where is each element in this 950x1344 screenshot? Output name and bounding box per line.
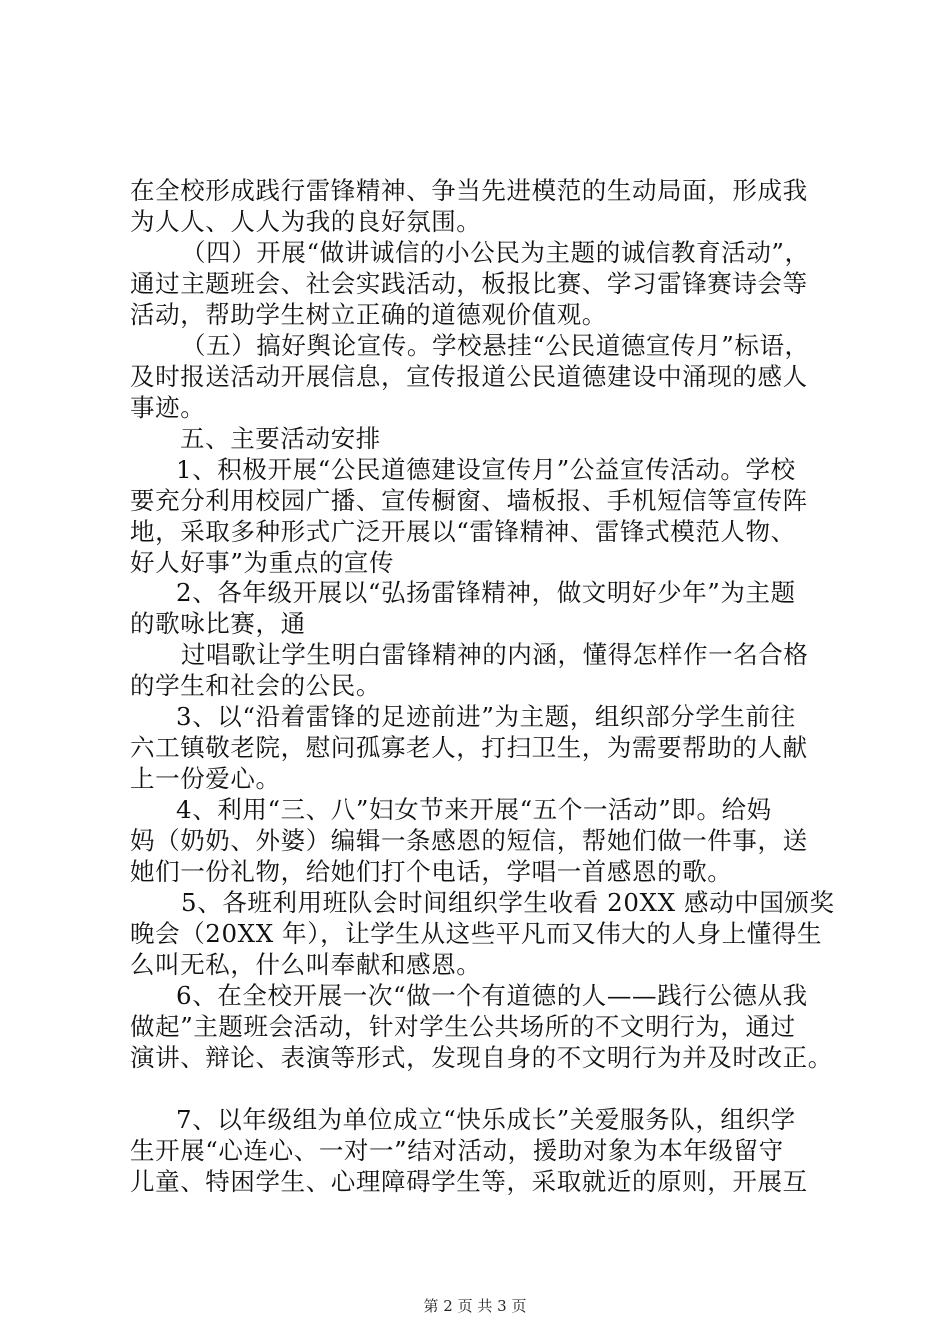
text-line: 做起”主题班会活动，针对学生公共场所的不文明行为，通过 xyxy=(130,1012,796,1041)
text-line: 的歌咏比赛，通 xyxy=(130,609,306,638)
text-line: （四）开展“做讲诚信的小公民为主题的诚信教育活动”， xyxy=(181,238,810,267)
text-line: 上一份爱心。 xyxy=(130,764,281,793)
text-line: 为人人、人人为我的良好氛围。 xyxy=(130,207,482,236)
page-number-footer: 第 2 页 共 3 页 xyxy=(423,1297,527,1315)
section-heading: 五、主要活动安排 xyxy=(180,424,381,453)
text-line: 她们一份礼物，给她们打个电话，学唱一首感恩的歌。 xyxy=(130,857,733,886)
text-line: 在全校形成践行雷锋精神、争当先进模范的生动局面，形成我 xyxy=(130,176,808,205)
text-line: 好人好事”为重点的宣传 xyxy=(130,548,395,577)
text-line: 3、以“沿着雷锋的足迹前进”为主题，组织部分学生前往 xyxy=(176,702,796,731)
text-line: 么叫无私，什么叫奉献和感恩。 xyxy=(130,950,482,979)
text-line: 4、利用“三、八”妇女节来开展“五个一活动”即。给妈 xyxy=(176,795,772,824)
text-line: 5、各班利用班队会时间组织学生收看 20XX 感动中国颁奖 xyxy=(181,888,835,917)
text-line: 7、以年级组为单位成立“快乐成长”关爱服务队，组织学 xyxy=(176,1105,796,1134)
text-line: 演讲、辩论、表演等形式，发现自身的不文明行为并及时改正。 xyxy=(130,1043,833,1072)
text-line: 妈（奶奶、外婆）编辑一条感恩的短信，帮她们做一件事，送 xyxy=(130,826,808,855)
text-line: 地，采取多种形式广泛开展以“雷锋精神、雷锋式模范人物、 xyxy=(130,517,796,546)
text-line: （五）搞好舆论宣传。学校悬挂“公民道德宣传月”标语， xyxy=(181,331,810,360)
text-line: 2、各年级开展以“弘扬雷锋精神，做文明好少年”为主题 xyxy=(176,578,796,607)
text-line: 及时报送活动开展信息，宣传报道公民道德建设中涌现的感人 xyxy=(130,362,808,391)
text-line: 要充分利用校园广播、宣传橱窗、墙板报、手机短信等宣传阵 xyxy=(130,486,808,515)
text-line: 的学生和社会的公民。 xyxy=(130,671,381,700)
text-line: 通过主题班会、社会实践活动，板报比赛、学习雷锋赛诗会等 xyxy=(130,269,808,298)
text-line: 活动，帮助学生树立正确的道德观价值观。 xyxy=(130,300,607,329)
text-line: 六工镇敬老院，慰问孤寡老人，打扫卫生，为需要帮助的人献 xyxy=(130,733,808,762)
text-line: 晚会（20XX 年），让学生从这些平凡而又伟大的人身上懂得生 xyxy=(130,919,823,948)
text-line: 儿童、特困学生、心理障碍学生等，采取就近的原则，开展互 xyxy=(130,1167,808,1196)
text-line: 1、积极开展“公民道德建设宣传月”公益宣传活动。学校 xyxy=(176,455,796,484)
text-line: 6、在全校开展一次“做一个有道德的人——践行公德从我 xyxy=(176,981,808,1010)
text-line: 事迹。 xyxy=(130,393,206,422)
text-line: 生开展“心连心、一对一”结对活动，援助对象为本年级留守 xyxy=(130,1136,784,1165)
text-line: 过唱歌让学生明白雷锋精神的内涵，懂得怎样作一名合格 xyxy=(181,640,809,669)
